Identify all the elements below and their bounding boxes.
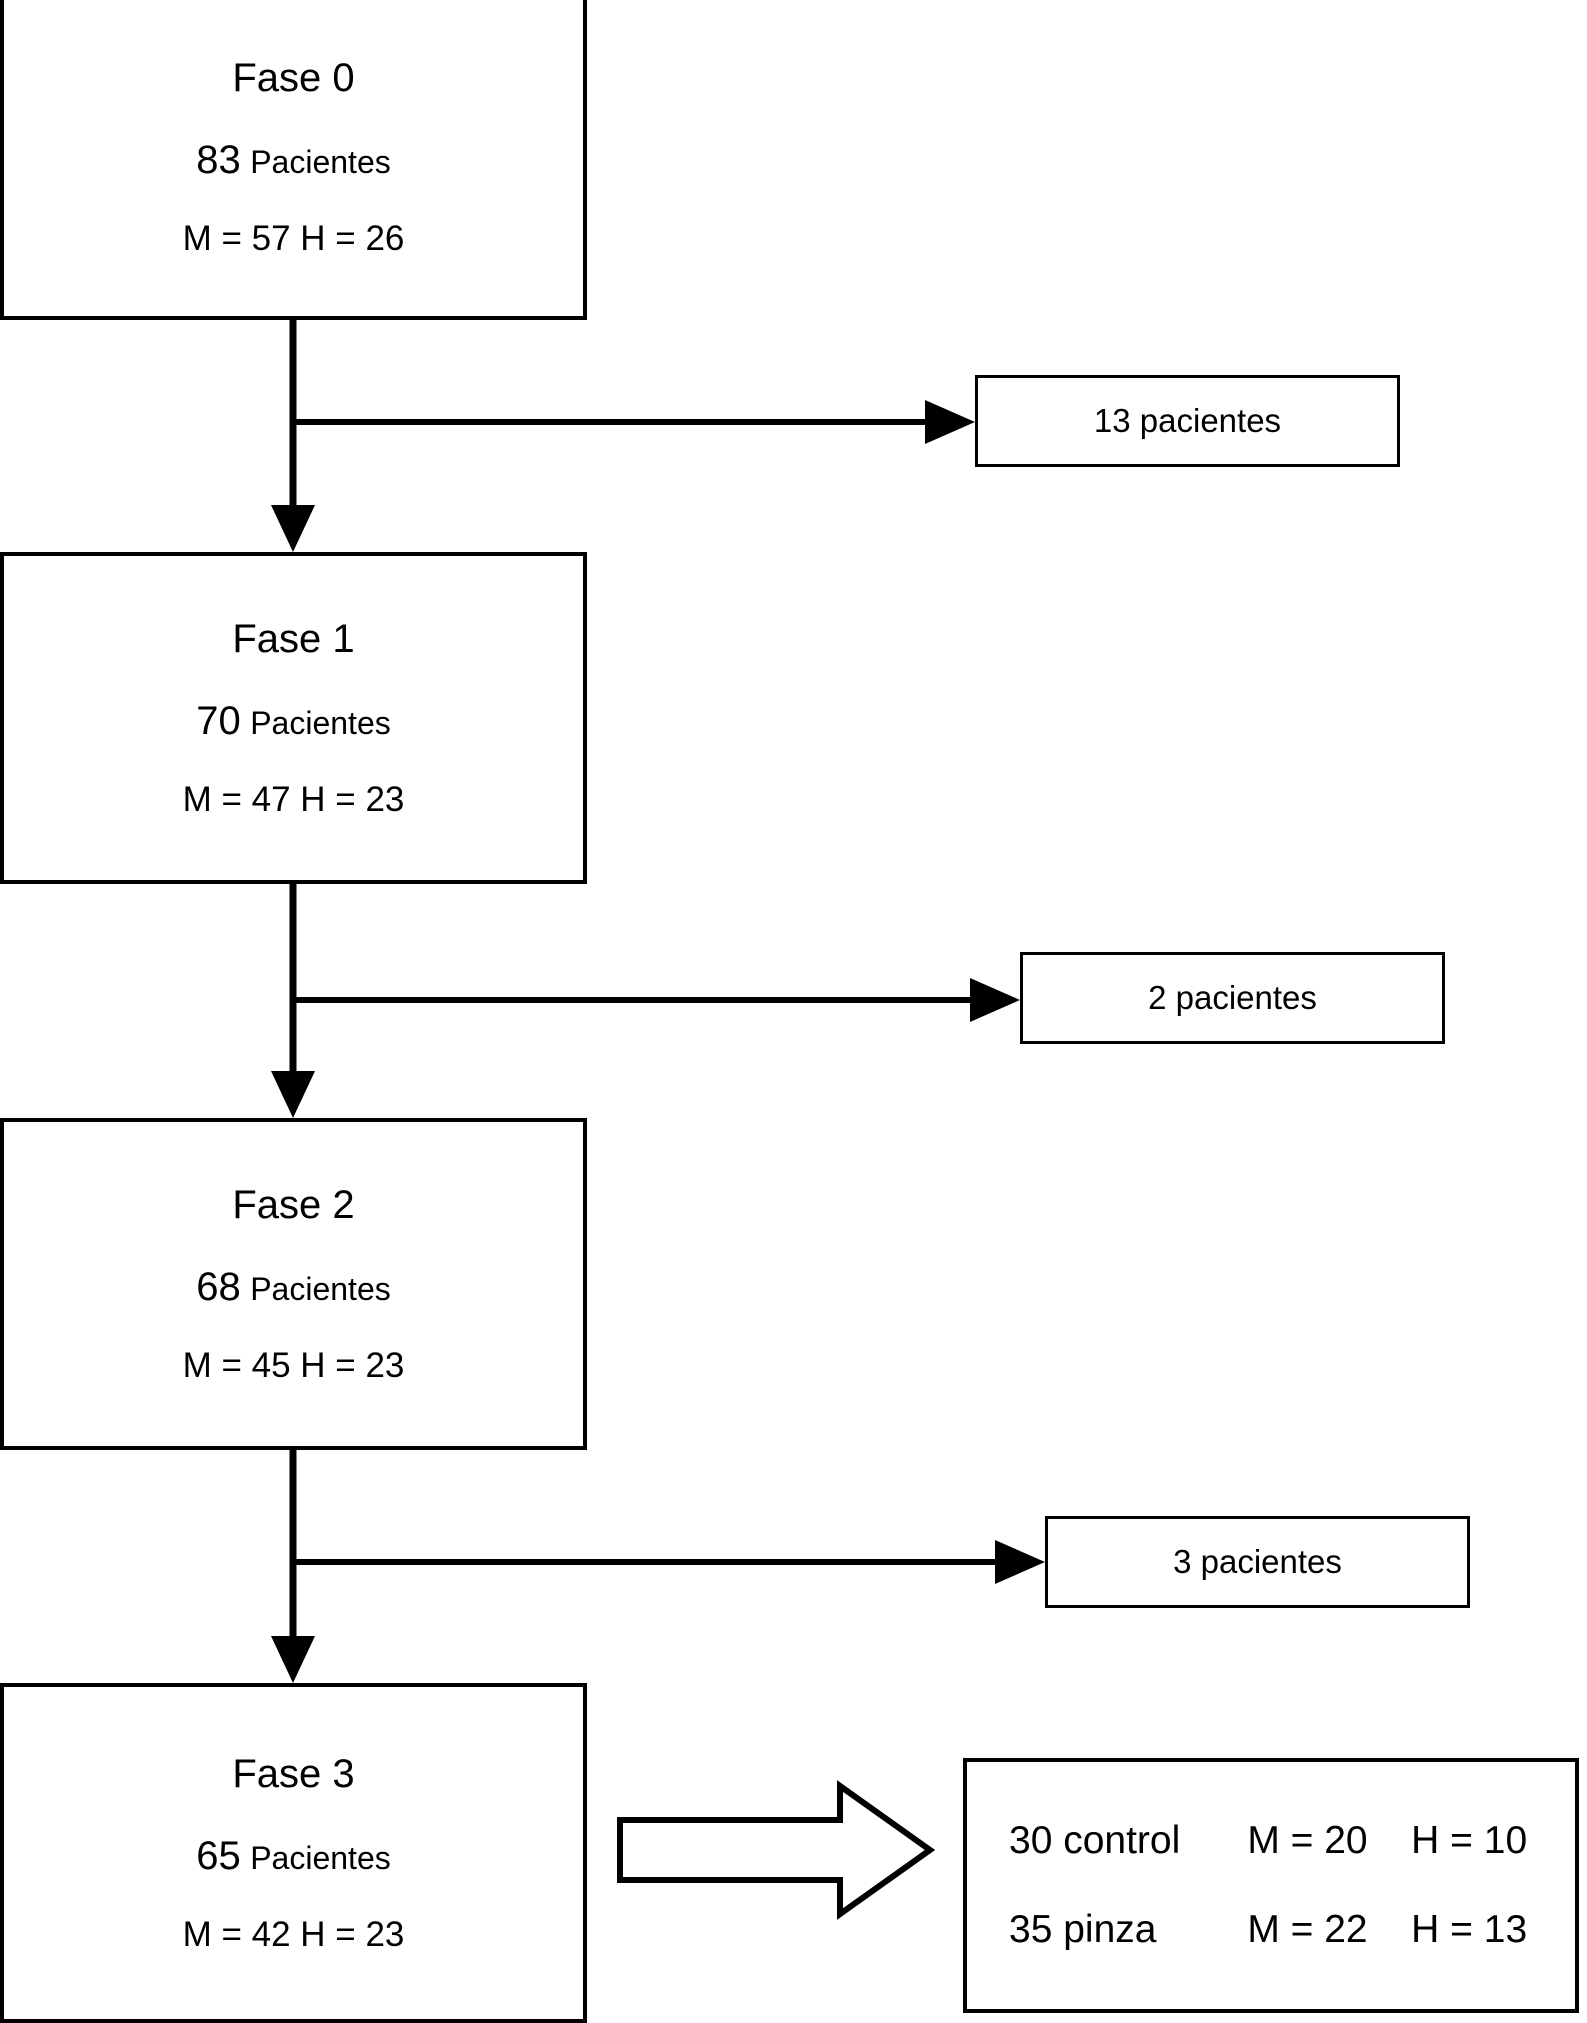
exclusion-box-2 [1020,952,1445,1044]
phase-split: M = 45 H = 23 [182,1345,405,1385]
result-men-count: H = 13 [1411,1907,1528,1951]
exclusion-label: 3 pacientes [1173,1543,1342,1580]
exclusion-box-3 [1045,1516,1470,1608]
phase-count-word: Pacientes [250,1839,391,1876]
phase-count-word: Pacientes [250,144,391,181]
result-line-pinza [1009,1909,1575,1952]
phase-count [196,138,390,182]
result-line-control [1009,1820,1575,1863]
exclusion-label: 13 pacientes [1093,402,1282,439]
phase-split: M = 47 H = 23 [182,779,405,819]
result-men-count: H = 10 [1411,1818,1528,1862]
phase-count-word: Pacientes [250,1270,391,1307]
result-group-label: 35 pinza [1009,1907,1157,1951]
phase-count [196,699,390,743]
result-women-count: M = 20 [1247,1818,1368,1862]
phase-count-number: 70 [196,698,241,743]
phase-title: Fase 3 [232,1751,355,1796]
phase-split: M = 57 H = 26 [182,219,405,259]
exclusion-box-1 [975,375,1400,467]
phase-count [196,1265,390,1309]
phase-box-fase-0 [0,0,587,320]
phase-split: M = 42 H = 23 [182,1914,405,1954]
phase-box-fase-2 [0,1118,587,1450]
phase-count-number: 83 [196,138,241,183]
phase-box-fase-3 [0,1683,587,2023]
result-women-count: M = 22 [1247,1907,1368,1951]
phase-count-word: Pacientes [250,704,391,741]
result-box [963,1758,1579,2013]
phase-title: Fase 0 [232,56,355,101]
phase-title: Fase 1 [232,616,355,661]
exclusion-label: 2 pacientes [1148,979,1317,1016]
phase-box-fase-1 [0,552,587,884]
phase-count-number: 68 [196,1264,241,1309]
phase-title: Fase 2 [232,1182,355,1227]
phase-count-number: 65 [196,1833,241,1878]
phase-count [196,1834,390,1878]
result-group-label: 30 control [1009,1818,1181,1862]
